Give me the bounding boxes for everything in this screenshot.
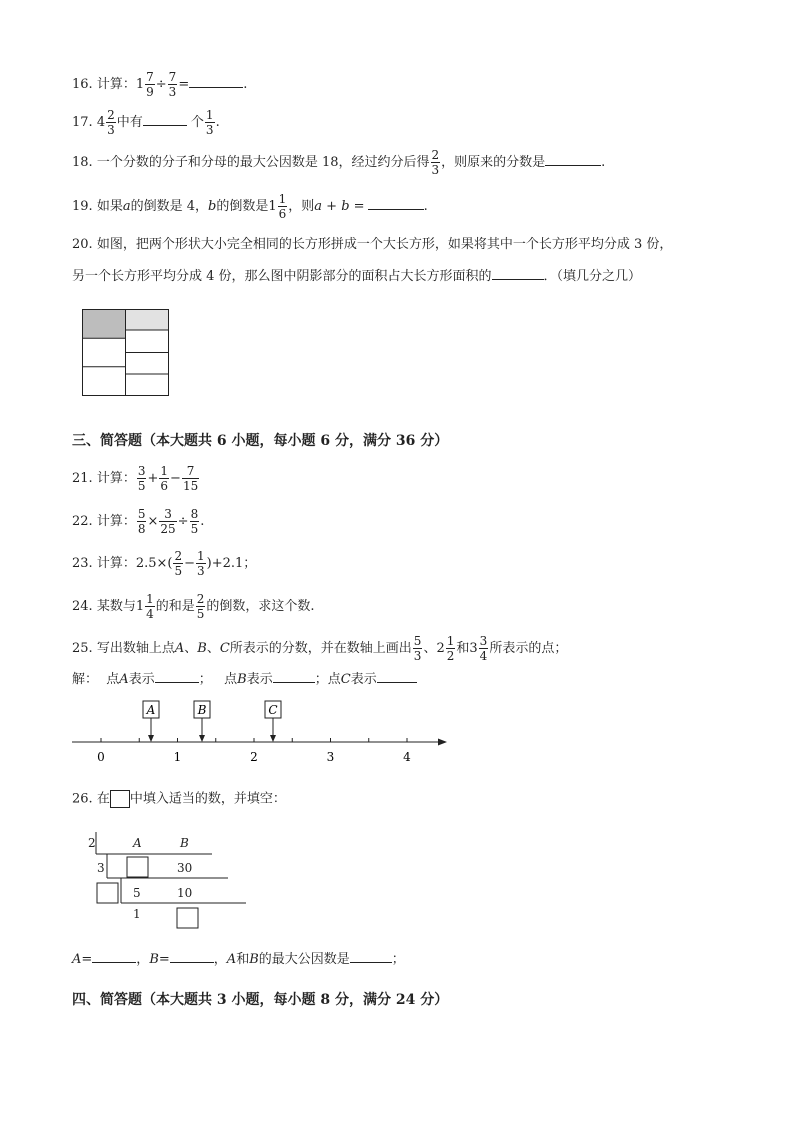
question-19 [72, 192, 428, 221]
mixed-whole: 1 [135, 77, 145, 92]
text: 写出数轴上点 [96, 641, 175, 656]
question-number: 25. [72, 641, 93, 656]
numerator: 1 [205, 108, 214, 122]
fraction [106, 108, 116, 137]
equals: = [158, 952, 170, 967]
period: . [200, 514, 205, 529]
point-c-label: C [219, 641, 230, 656]
quotient-value: 5 [133, 886, 141, 900]
period: . [243, 77, 248, 92]
label-a: A [133, 836, 142, 850]
fraction [431, 148, 441, 177]
variable-a: a [122, 199, 131, 214]
quotient-value: 10 [177, 886, 193, 900]
denominator: 8 [137, 522, 146, 536]
separator: ； [198, 672, 212, 687]
fraction [278, 192, 288, 221]
equals: = [178, 77, 190, 92]
fraction [413, 634, 423, 663]
denominator: 3 [413, 649, 422, 663]
axis-arrow-icon [438, 739, 447, 746]
question-26 [72, 790, 286, 808]
fraction [137, 464, 147, 493]
denominator: 4 [479, 649, 488, 663]
point-a-label: A [174, 641, 185, 656]
text: 如果 [96, 199, 123, 214]
text: ．（填几分之几） [543, 269, 642, 284]
label: 计算： [96, 556, 136, 571]
question-number: 16. [72, 77, 93, 92]
arrow-down-icon [199, 735, 205, 742]
tick-label: 1 [173, 750, 182, 764]
text: 的最大公因数是 [258, 952, 350, 967]
section-heading-3: 三、简答题（本大题共 6 小题，每小题 6 分，满分 36 分） [72, 433, 449, 449]
text: 如图，把两个形状大小完全相同的长方形拼成一个大长方形，如果将其中一个长方形平均分成 3 份， [96, 237, 673, 252]
denominator: 9 [146, 85, 154, 99]
tick-label: 3 [326, 750, 335, 764]
question-number: 24. [72, 599, 93, 614]
question-17 [72, 108, 220, 137]
answer-blank[interactable] [189, 75, 243, 88]
answer-blank-a[interactable] [155, 670, 199, 683]
answer-blank[interactable] [545, 153, 601, 166]
expression: a + b = [314, 199, 365, 214]
arrow-down-icon [270, 735, 276, 742]
answer-blank[interactable] [492, 267, 544, 280]
denominator: 5 [196, 607, 205, 621]
label-a: A [226, 952, 237, 967]
separator: 、 [206, 641, 220, 656]
fraction [173, 549, 183, 578]
point-c-label: C [268, 703, 278, 717]
divisor: 2 [88, 836, 96, 850]
question-25 [72, 634, 567, 663]
denominator: 5 [137, 479, 146, 493]
numerator: 3 [137, 464, 146, 478]
question-number: 26. [72, 791, 93, 807]
fraction [196, 549, 206, 578]
answer-blank[interactable] [143, 113, 187, 126]
denominator: 25 [160, 522, 176, 536]
point-b-label: B [197, 703, 207, 717]
arrow-down-icon [148, 735, 154, 742]
text: 一个分数的分子和分母的最大公因数是 18，经过约分后得 [96, 155, 430, 170]
tick-label: 4 [403, 750, 411, 764]
text: 表示 [128, 672, 155, 687]
denominator: 2 [446, 649, 455, 663]
question-21 [72, 464, 200, 493]
separator: 、 [184, 641, 198, 656]
question-22 [72, 507, 204, 536]
numerator: 8 [190, 507, 199, 521]
operator: − [170, 471, 181, 486]
text: 个 [190, 115, 204, 130]
text: 在 [96, 791, 110, 807]
point-a-label: A [119, 672, 129, 687]
text: 中有 [116, 115, 143, 130]
text: 的倒数，求这个数. [206, 599, 315, 614]
denominator: 3 [205, 123, 214, 137]
label-b: B [249, 952, 259, 967]
text: 和 [456, 641, 470, 656]
denominator: 3 [431, 163, 440, 177]
section-heading-4: 四、简答题（本大题共 3 小题，每小题 8 分，满分 24 分） [72, 992, 449, 1008]
operator: × [147, 514, 159, 529]
text: 表示 [350, 672, 377, 687]
question-number: 18. [72, 155, 93, 170]
label-a: A [72, 952, 82, 967]
numerator: 1 [197, 549, 205, 563]
point-c-label: C [340, 672, 351, 687]
mixed-whole: 1 [135, 599, 145, 614]
numerator: 5 [137, 507, 146, 521]
short-division-ladder [80, 826, 252, 934]
answer-blank-a[interactable] [92, 950, 136, 963]
fraction [145, 70, 155, 99]
number-line [66, 695, 456, 775]
label: 计算： [96, 77, 136, 92]
numerator: 1 [446, 634, 455, 648]
numerator: 2 [107, 108, 115, 122]
numerator: 7 [182, 464, 199, 479]
question-number: 21. [72, 471, 93, 486]
quotient-value: 30 [177, 861, 193, 875]
divisor: 3 [97, 861, 105, 875]
tick-label: 2 [250, 750, 258, 764]
text: 另一个长方形平均分成 4 份，那么图中阴影部分的面积占大长方形面积的 [72, 269, 492, 284]
fraction [190, 507, 200, 536]
separator: ； [391, 952, 405, 967]
answer-blank-c[interactable] [377, 670, 417, 683]
text: 的和是 [155, 599, 195, 614]
fraction [196, 592, 206, 621]
numerator: 7 [146, 70, 154, 84]
blank-box[interactable] [127, 857, 148, 877]
denominator: 5 [190, 522, 199, 536]
separator: ；点 [314, 672, 341, 687]
equals: = [81, 952, 93, 967]
question-25-solution [72, 670, 417, 688]
blank-box [110, 790, 130, 808]
fraction [182, 464, 199, 493]
text: 某数与 [96, 599, 136, 614]
text: ，则 [288, 199, 315, 214]
text: 表示 [246, 672, 273, 687]
text: 所表示的点； [489, 641, 568, 656]
label: 计算： [96, 514, 136, 529]
shaded-part-right [126, 310, 169, 331]
operator: ÷ [155, 77, 167, 92]
mixed-whole: 2 [436, 641, 445, 656]
separator: ， [136, 952, 150, 967]
question-24 [72, 592, 315, 621]
text: ，则原来的分数是 [441, 155, 546, 170]
fraction [446, 634, 456, 663]
separator: ， [213, 952, 227, 967]
denominator: 6 [278, 207, 287, 221]
denominator: 6 [160, 479, 169, 493]
denominator: 3 [197, 564, 205, 578]
numerator: 3 [479, 634, 488, 648]
fraction [205, 108, 215, 137]
text: 的倒数是 [216, 199, 269, 214]
mixed-whole: 3 [469, 641, 478, 656]
label: 解： [72, 672, 99, 687]
point-b-label: B [197, 641, 207, 656]
answer-blank-b[interactable] [273, 670, 315, 683]
point-b-label: B [237, 672, 247, 687]
question-18 [72, 148, 605, 177]
numerator: 1 [146, 592, 154, 606]
point-a-label: A [146, 703, 156, 717]
text: 所表示的分数，并在数轴上画出 [229, 641, 412, 656]
denominator: 4 [146, 607, 154, 621]
period: . [601, 155, 606, 170]
text: 的倒数是 4， [130, 199, 209, 214]
text: 和 [236, 952, 250, 967]
operator: ÷ [177, 514, 189, 529]
question-16 [72, 70, 247, 99]
numerator: 1 [278, 192, 287, 206]
fraction [479, 634, 489, 663]
expression-part: )+2.1； [206, 556, 257, 571]
fraction [145, 592, 155, 621]
numerator: 2 [174, 549, 183, 563]
question-26-answer [72, 950, 405, 968]
denominator: 15 [182, 479, 199, 493]
expression-part: 2.5×( [135, 556, 173, 571]
label: 计算： [96, 471, 136, 486]
shaded-part-left [83, 310, 126, 339]
fraction [159, 507, 176, 536]
fraction [168, 70, 178, 99]
numerator: 3 [159, 507, 176, 522]
tick-label: 0 [97, 750, 105, 764]
quotient-value: 1 [133, 907, 141, 921]
mixed-whole: 1 [268, 199, 277, 214]
question-number: 19. [72, 199, 93, 214]
question-20-line2 [72, 267, 641, 285]
numerator: 7 [168, 70, 177, 84]
text: 点 [106, 672, 120, 687]
question-number: 23. [72, 556, 93, 571]
operator: − [184, 556, 196, 571]
period: . [423, 199, 428, 214]
label-b: B [149, 952, 159, 967]
text: 中填入适当的数，并填空： [129, 791, 286, 807]
numerator: 2 [431, 148, 440, 162]
numerator: 1 [160, 464, 169, 478]
question-number: 17. [72, 115, 93, 130]
blank-box-divisor[interactable] [97, 883, 118, 903]
separator: 、 [423, 641, 437, 656]
fraction [137, 507, 147, 536]
answer-blank-b[interactable] [170, 950, 214, 963]
answer-blank[interactable] [368, 197, 424, 210]
question-number: 22. [72, 514, 93, 529]
question-23 [72, 549, 256, 578]
numerator: 2 [196, 592, 205, 606]
operator: + [147, 471, 159, 486]
denominator: 3 [168, 85, 177, 99]
blank-box[interactable] [177, 908, 198, 928]
denominator: 5 [174, 564, 183, 578]
period: . [215, 115, 220, 130]
rectangle-figure [80, 307, 172, 399]
text: 点 [224, 672, 238, 687]
variable-b: b [208, 199, 217, 214]
question-number: 20. [72, 237, 93, 252]
mixed-whole: 4 [96, 115, 106, 130]
fraction [159, 464, 169, 493]
label-b: B [180, 836, 189, 850]
answer-blank-gcd[interactable] [350, 950, 392, 963]
question-20-line1 [72, 237, 672, 253]
denominator: 3 [107, 123, 115, 137]
numerator: 5 [413, 634, 422, 648]
